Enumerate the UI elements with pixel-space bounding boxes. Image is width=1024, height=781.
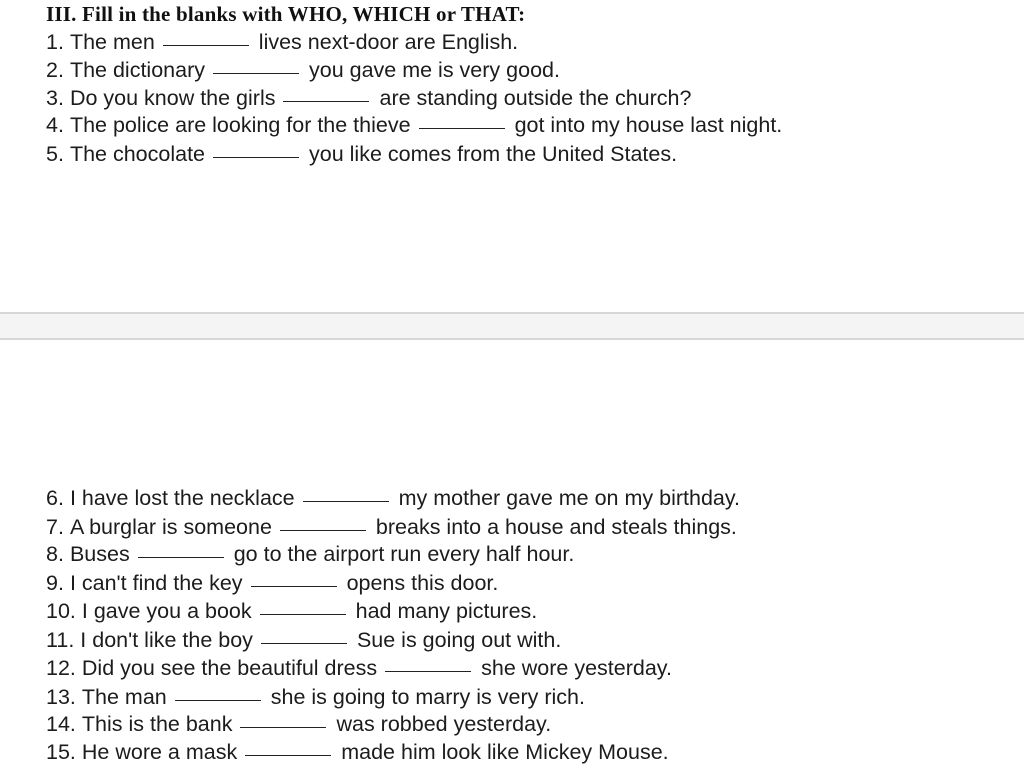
answer-blank[interactable]	[138, 556, 224, 558]
exercise-item	[46, 57, 560, 83]
exercise-item	[46, 541, 574, 567]
item-text-after: she wore yesterday.	[481, 656, 672, 680]
item-number: 12.	[46, 656, 76, 680]
exercise-title: III. Fill in the blanks with WHO, WHICH or THAT:	[46, 2, 526, 26]
item-text-before: I don't like the boy	[80, 628, 253, 652]
answer-blank[interactable]	[213, 156, 299, 158]
exercise-item	[46, 684, 585, 710]
page-divider	[0, 312, 1024, 340]
item-text-after: are standing outside the church?	[379, 86, 692, 110]
exercise-item	[46, 627, 561, 653]
item-text-before: He wore a mask	[81, 740, 238, 764]
item-text-after: had many pictures.	[355, 599, 538, 623]
answer-blank[interactable]	[240, 726, 326, 728]
exercise-item	[46, 570, 498, 596]
answer-blank[interactable]	[419, 127, 505, 129]
item-text-after: lives next-door are English.	[258, 30, 519, 54]
worksheet-top-section	[0, 0, 1024, 312]
item-text-before: Do you know the girls	[69, 86, 276, 110]
item-number: 4.	[46, 113, 64, 137]
item-text-before: This is the bank	[81, 712, 233, 736]
answer-blank[interactable]	[213, 72, 299, 74]
item-text-after: breaks into a house and steals things.	[375, 515, 737, 539]
item-text-before: I gave you a book	[81, 599, 252, 623]
exercise-item	[46, 29, 518, 55]
item-number: 8.	[46, 542, 64, 566]
answer-blank[interactable]	[261, 642, 347, 644]
item-text-after: go to the airport run every half hour.	[233, 542, 575, 566]
item-text-before: I can't find the key	[69, 571, 243, 595]
answer-blank[interactable]	[245, 754, 331, 756]
item-text-before: I have lost the necklace	[69, 486, 295, 510]
item-number: 13.	[46, 685, 76, 709]
item-text-after: was robbed yesterday.	[336, 712, 552, 736]
exercise-item	[46, 598, 537, 624]
exercise-item	[46, 85, 691, 111]
item-text-before: Did you see the beautiful dress	[81, 656, 378, 680]
item-number: 3.	[46, 86, 64, 110]
exercise-item	[46, 485, 740, 511]
answer-blank[interactable]	[260, 613, 346, 615]
item-number: 11.	[46, 628, 75, 652]
item-text-before: A burglar is someone	[69, 515, 272, 539]
answer-blank[interactable]	[303, 500, 389, 502]
item-number: 15.	[46, 740, 76, 764]
answer-blank[interactable]	[163, 44, 249, 46]
item-number: 10.	[46, 599, 76, 623]
item-text-before: The chocolate	[69, 142, 205, 166]
item-text-before: The men	[69, 30, 155, 54]
answer-blank[interactable]	[385, 670, 471, 672]
exercise-item	[46, 141, 677, 167]
item-text-before: The police are looking for the thieve	[69, 113, 411, 137]
answer-blank[interactable]	[280, 529, 366, 531]
item-text-after: my mother gave me on my birthday.	[398, 486, 740, 510]
item-text-before: Buses	[69, 542, 130, 566]
exercise-item	[46, 112, 782, 138]
item-number: 9.	[46, 571, 64, 595]
item-text-before: The man	[81, 685, 167, 709]
answer-blank[interactable]	[283, 100, 369, 102]
item-text-after: you like comes from the United States.	[309, 142, 678, 166]
item-number: 6.	[46, 486, 64, 510]
answer-blank[interactable]	[251, 585, 337, 587]
item-text-after: Sue is going out with.	[356, 628, 562, 652]
worksheet-bottom-section	[0, 340, 1024, 781]
item-text-after: you gave me is very good.	[308, 58, 560, 82]
exercise-item	[46, 739, 669, 765]
item-number: 1.	[46, 30, 64, 54]
item-number: 2.	[46, 58, 64, 82]
item-text-before: The dictionary	[69, 58, 205, 82]
exercise-item	[46, 655, 672, 681]
item-number: 5.	[46, 142, 64, 166]
item-text-after: got into my house last night.	[514, 113, 783, 137]
answer-blank[interactable]	[175, 699, 261, 701]
exercise-item	[46, 514, 737, 540]
exercise-item	[46, 711, 551, 737]
item-text-after: made him look like Mickey Mouse.	[341, 740, 669, 764]
item-text-after: she is going to marry is very rich.	[270, 685, 585, 709]
item-number: 14.	[46, 712, 76, 736]
item-number: 7.	[46, 515, 64, 539]
item-text-after: opens this door.	[346, 571, 499, 595]
